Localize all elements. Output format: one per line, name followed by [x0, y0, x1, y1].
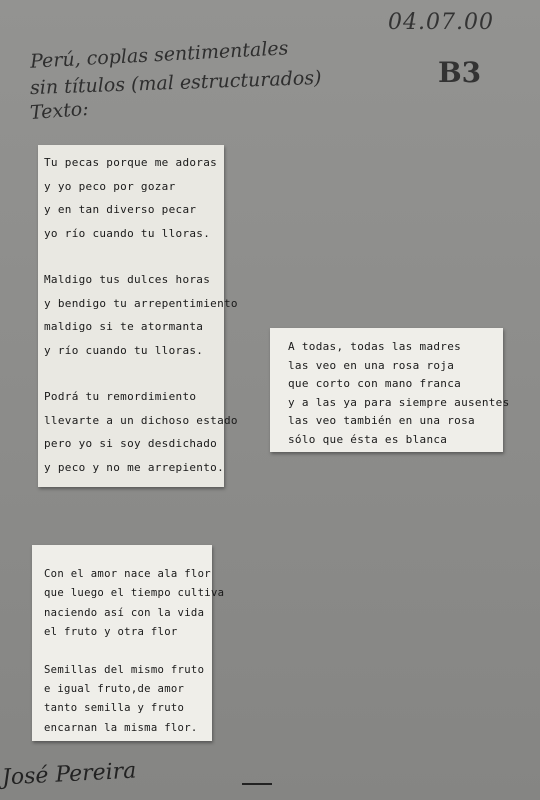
handwritten-date: 04.07.00 — [388, 10, 494, 35]
poem-line: las veo en una rosa roja — [288, 358, 455, 372]
poem-line: que corto con mano franca — [288, 377, 462, 391]
poem-line: Con el amor nace ala flor — [44, 568, 211, 580]
poem-line: Semillas del mismo fruto — [44, 663, 205, 676]
poem-line: Podrá tu remordimiento — [44, 390, 197, 403]
poem-line: y en tan diverso pecar — [44, 203, 197, 216]
handwritten-note-line-1: Perú, coplas sentimentales — [29, 37, 289, 73]
poem-line: pero yo si soy desdichado — [44, 437, 218, 450]
poem-line: tanto semilla y fruto — [44, 702, 185, 715]
handwritten-signature: José Pereira — [1, 758, 137, 791]
handwritten-note-line-3: Texto: — [29, 97, 90, 125]
poem-line: sólo que ésta es blanca — [288, 432, 448, 446]
poem-line: que luego el tiempo cultiva — [44, 587, 225, 600]
poem-line: y peco y no me arrepiento. — [44, 460, 224, 474]
poem-line: encarnan la misma flor. — [44, 721, 198, 734]
poem-line: A todas, todas las madres — [288, 340, 462, 353]
poem-line: y río cuando tu lloras. — [44, 343, 204, 357]
poem-line: y yo peco por gozar — [44, 179, 176, 193]
poem-line: y bendigo tu arrepentimiento — [44, 296, 238, 310]
poem-line: el fruto y otra flor — [44, 626, 178, 639]
poem-slip-1 — [38, 145, 238, 487]
poem-line: Tu pecas porque me adoras — [44, 156, 218, 169]
poem-slip-2 — [270, 328, 510, 452]
poem-line: y a las ya para siempre ausentes — [288, 395, 510, 409]
poem-slip-3 — [32, 545, 225, 741]
poem-line: e igual fruto,de amor — [44, 683, 185, 696]
poem-line: yo río cuando tu lloras. — [44, 226, 211, 240]
poem-line: las veo también en una rosa — [288, 414, 475, 428]
handwritten-code: B3 — [438, 56, 482, 89]
ink-dash — [242, 783, 272, 785]
handwritten-note-line-2: sin títulos (mal estructurados) — [29, 66, 322, 100]
stanza-gap — [44, 245, 224, 268]
poem-line: maldigo si te atormanta — [44, 320, 204, 333]
stanza-gap — [44, 362, 224, 385]
poem-line: naciendo así con la vida — [44, 606, 205, 619]
poem-line: Maldigo tus dulces horas — [44, 273, 211, 286]
poem-line: llevarte a un dichoso estado — [44, 413, 238, 427]
stanza-gap — [44, 643, 212, 661]
